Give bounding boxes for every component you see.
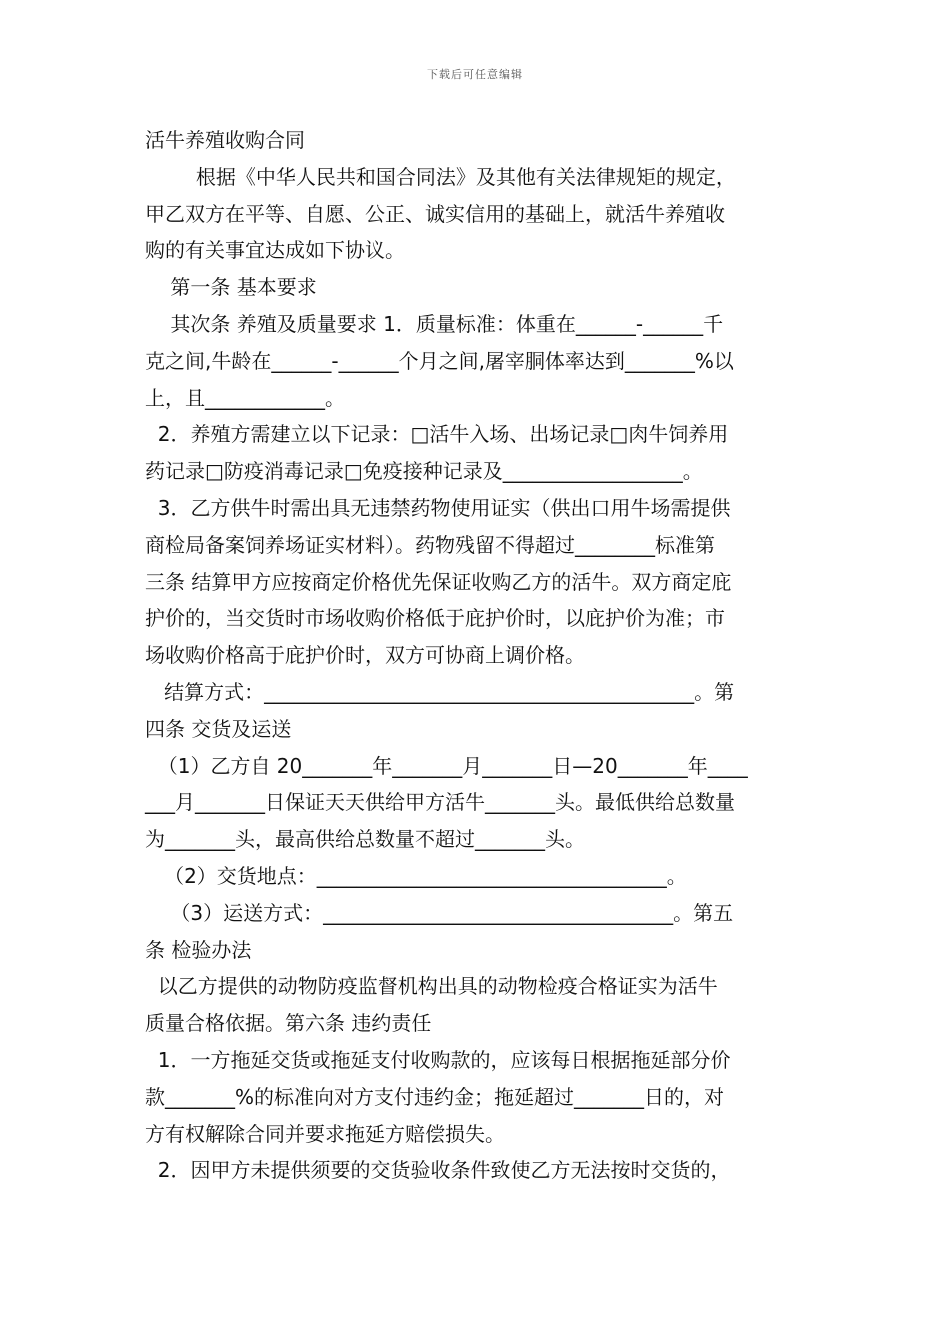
text-line: 药记录□防疫消毒记录□免疫接种记录及__________________。	[145, 459, 703, 484]
text-line: 为_______头，最高供给总数量不超过_______头。	[145, 827, 585, 852]
text-line: 四条 交货及运送	[145, 716, 292, 741]
text-line: 商检局备案饲养场证实材料）。药物残留不得超过________标准第	[145, 532, 715, 557]
text-line: 以乙方提供的动物防疫监督机构出具的动物检疫合格证实为活牛	[145, 974, 718, 999]
text-line: 结算方式：___________________________________________。第	[145, 679, 735, 704]
text-line: ___月_______日保证天天供给甲方活牛_______头。最低供给总数量	[145, 790, 735, 815]
text-line: 上，且____________。	[145, 385, 345, 410]
contract-body	[145, 122, 815, 1189]
text-line: 购的有关事宜达成如下协议。	[145, 238, 405, 263]
text-line: 方有权解除合同并要求拖延方赔偿损失。	[145, 1121, 505, 1146]
text-line: 场收购价格高于庇护价时，双方可协商上调价格。	[145, 643, 585, 668]
text-line: 条 检验办法	[145, 937, 252, 962]
text-line: 1．一方拖延交货或拖延支付收购款的，应该每日根据拖延部分价	[145, 1047, 731, 1072]
text-line: 2．因甲方未提供须要的交货验收条件致使乙方无法按时交货的，	[145, 1158, 731, 1183]
text-line: 2．养殖方需建立以下记录：□活牛入场、出场记录□肉牛饲养用	[145, 422, 729, 447]
header-note: 下载后可任意编辑	[427, 68, 523, 81]
text-line: 根据《中华人民共和国合同法》及其他有关法律规矩的规定，	[145, 164, 736, 189]
text-line: （3）运送方式：___________________________________。第五	[145, 900, 734, 925]
text-line: 质量合格依据。第六条 违约责任	[145, 1011, 432, 1036]
text-line: 护价的，当交货时市场收购价格低于庇护价时，以庇护价为准；市	[145, 606, 725, 631]
text-line: （2）交货地点：___________________________________。	[145, 863, 687, 888]
text-line: 甲乙双方在平等、自愿、公正、诚实信用的基础上，就活牛养殖收	[145, 201, 725, 226]
contract-title: 活牛养殖收购合同	[145, 128, 305, 152]
text-line: 三条 结算甲方应按商定价格优先保证收购乙方的活牛。双方商定庇	[145, 569, 732, 594]
article-heading: 第一条 基本要求	[145, 275, 317, 300]
text-line: （1）乙方自 20_______年_______月_______日—20_______年____	[145, 753, 748, 778]
text-line: 其次条 养殖及质量要求 1．质量标准：体重在______-______千	[145, 311, 724, 336]
text-line: 克之间,牛龄在______-______个月之间,屠宰胴体率达到_______%以	[145, 348, 734, 373]
text-line: 款_______%的标准向对方支付违约金；拖延超过_______日的，对	[145, 1084, 725, 1109]
text-line: 3．乙方供牛时需出具无违禁药物使用证实（供出口用牛场需提供	[145, 495, 731, 520]
